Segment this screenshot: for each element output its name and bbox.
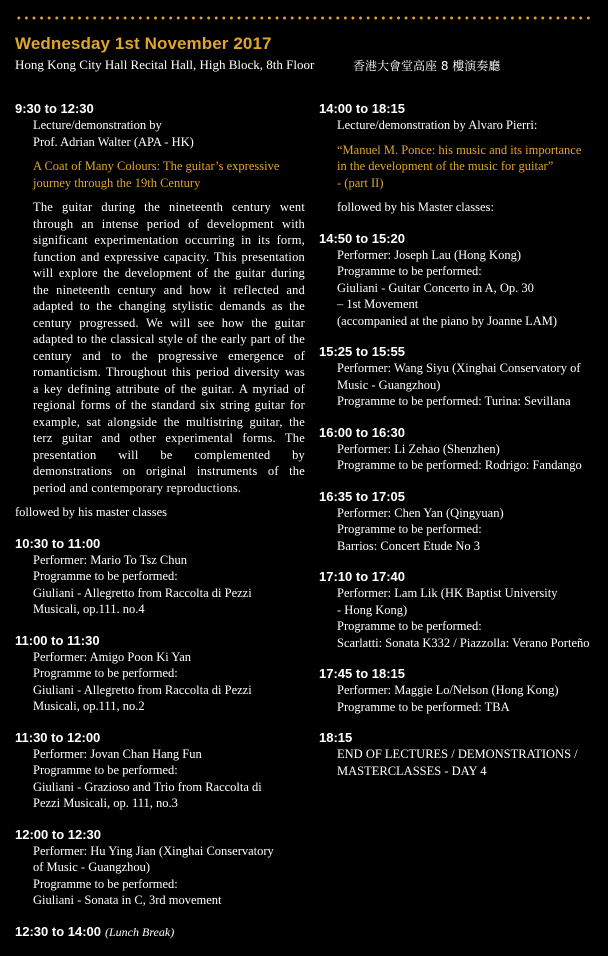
programme-piece: Pezzi Musicali, op. 111, no.3: [33, 796, 178, 810]
performer: Performer: Jovan Chan Hang Fun: [33, 746, 202, 761]
performer: Performer: Joseph Lau (Hong Kong): [337, 247, 521, 262]
session-block: [319, 424, 608, 474]
session-time: 14:00 to 18:15: [319, 101, 405, 116]
performer: Music - Guangzhou): [337, 377, 441, 392]
closing-note: END OF LECTURES / DEMONSTRATIONS /: [337, 747, 578, 761]
programme-piece: Giuliani - Allegretto from Raccolta di Pezzi: [33, 682, 252, 697]
programme-label: Programme to be performed:: [33, 763, 178, 777]
schedule-left-column: [15, 100, 305, 955]
session-block: [319, 100, 608, 216]
session-time: 16:35 to 17:05: [319, 488, 405, 504]
session-block: [319, 665, 608, 715]
programme-piece: Barrios: Concert Etude No 3: [337, 538, 481, 553]
session-line: Lecture/demonstration by Alvaro Pierri:: [337, 118, 538, 132]
programme-label: Programme to be performed:: [33, 666, 178, 680]
session-time: 17:10 to 17:40: [319, 569, 405, 584]
session-block: [15, 100, 305, 521]
performer: Performer: Li Zehao (Shenzhen): [337, 441, 500, 456]
session-time: 10:30 to 11:00: [15, 535, 101, 551]
performer: of Music - Guangzhou): [33, 860, 150, 874]
session-block: [319, 729, 608, 779]
session-time: 11:30 to 12:00: [15, 729, 101, 745]
lecturer-name: Prof. Adrian Walter (APA - HK): [33, 134, 194, 149]
lecture-title: in the development of the music for guitar”: [337, 159, 554, 173]
session-line: Lecture/demonstration by: [33, 118, 162, 132]
programme-piece: Giuliani - Grazioso and Trio from Raccolta di: [33, 779, 262, 794]
programme-piece: Giuliani - Allegretto from Raccolta di Pezzi: [33, 585, 252, 600]
venue-chinese: 香港大會堂高座 8 樓演奏廳: [353, 59, 501, 73]
session-time: 11:00 to 11:30: [15, 632, 100, 648]
session-block: [319, 343, 608, 410]
programme-piece: Programme to be performed: Turina: Sevillana: [337, 394, 571, 408]
session-time: 18:15: [319, 730, 353, 745]
programme-piece: Programme to be performed: Rodrigo: Fandango: [337, 458, 582, 472]
performer: - Hong Kong): [337, 602, 408, 617]
programme-piece: Giuliani - Sonata in C, 3rd movement: [33, 893, 222, 907]
session-time: 12:00 to 12:30: [15, 826, 101, 842]
session-block: [319, 568, 608, 651]
closing-note: MASTERCLASSES - DAY 4: [337, 763, 487, 778]
programme-piece: (accompanied at the piano by Joanne LAM): [337, 313, 558, 328]
session-time: 9:30 to 12:30: [15, 101, 94, 116]
lecture-description: The guitar during the nineteenth century went through an intense period of development with significant experimentation occurring in its form, function and expressive capacity. This presentation will explore the development of the guitar during the nineteenth century and how it reflected and adapted to the changing stylistic demands as the century progressed. We will see how the guitar adapted to the classical style of the early part of the century and to the progressive emergence of romanticism. Throughout this period diversity was a key defining attribute of the guitar. A myriad of regional forms of the standard six string guitar for example, sat alongside the multistring guitar, the terz guitar and other experimental forms. The presentation will be complemented by demonstrations on original instruments of the period and contemporary reproductions.: [33, 200, 305, 495]
programme-piece: Programme to be performed: TBA: [337, 699, 510, 714]
session-block: [319, 230, 608, 330]
session-block: [15, 826, 305, 909]
programme-label: Programme to be performed:: [337, 522, 482, 536]
programme-piece: Musicali, op.111, no.2: [33, 699, 145, 713]
session-time: 17:45 to 18:15: [319, 666, 405, 681]
performer: Performer: Lam Lik (HK Baptist University: [337, 586, 558, 600]
lecture-title: A Coat of Many Colours: The guitar’s expressive: [33, 159, 280, 173]
lunch-break-note: (Lunch Break): [105, 924, 175, 939]
lecture-title: “Manuel M. Ponce: his music and its importance: [337, 142, 582, 157]
programme-piece: Musicali, op.111. no.4: [33, 602, 145, 616]
schedule-right-column: [319, 100, 608, 793]
programme-label: Programme to be performed:: [33, 876, 178, 891]
performer: Performer: Mario To Tsz Chun: [33, 552, 188, 567]
session-block: [15, 729, 305, 812]
programme-piece: – 1st Movement: [337, 297, 419, 311]
session-time: [15, 923, 305, 941]
session-time: 14:50 to 15:20: [319, 230, 405, 246]
venue-english: Hong Kong City Hall Recital Hall, High Block, 8th Floor: [15, 57, 315, 72]
programme-piece: Scarlatti: Sonata K332 / Piazzolla: Verano Porteño: [337, 635, 590, 650]
programme-label: Programme to be performed:: [33, 569, 178, 583]
lecture-title: journey through the 19th Century: [33, 175, 201, 190]
session-block: [15, 632, 305, 715]
programme-piece: Giuliani - Guitar Concerto in A, Op. 30: [337, 280, 534, 295]
programme-label: Programme to be performed:: [337, 264, 482, 278]
lecture-title: - (part II): [337, 175, 384, 190]
performer: Performer: Maggie Lo/Nelson (Hong Kong): [337, 683, 559, 697]
performer: Performer: Wang Siyu (Xinghai Conservatory of: [337, 361, 581, 375]
performer: Performer: Amigo Poon Ki Yan: [33, 649, 191, 664]
performer: Performer: Chen Yan (Qingyuan): [337, 505, 504, 520]
programme-label: Programme to be performed:: [337, 619, 482, 633]
dotted-divider: [15, 16, 593, 20]
session-time: 16:00 to 16:30: [319, 424, 405, 440]
followed-by-note: followed by his Master classes:: [337, 200, 494, 214]
page-title: Wednesday 1st November 2017: [15, 34, 272, 53]
performer: Performer: Hu Ying Jian (Xinghai Conservatory: [33, 843, 274, 858]
lunch-time: 12:30 to 14:00: [15, 923, 101, 939]
followed-by-note: followed by his master classes: [15, 505, 168, 519]
session-block: [319, 488, 608, 555]
session-block: [15, 535, 305, 618]
session-time: 15:25 to 15:55: [319, 344, 405, 359]
session-block: [15, 923, 305, 941]
